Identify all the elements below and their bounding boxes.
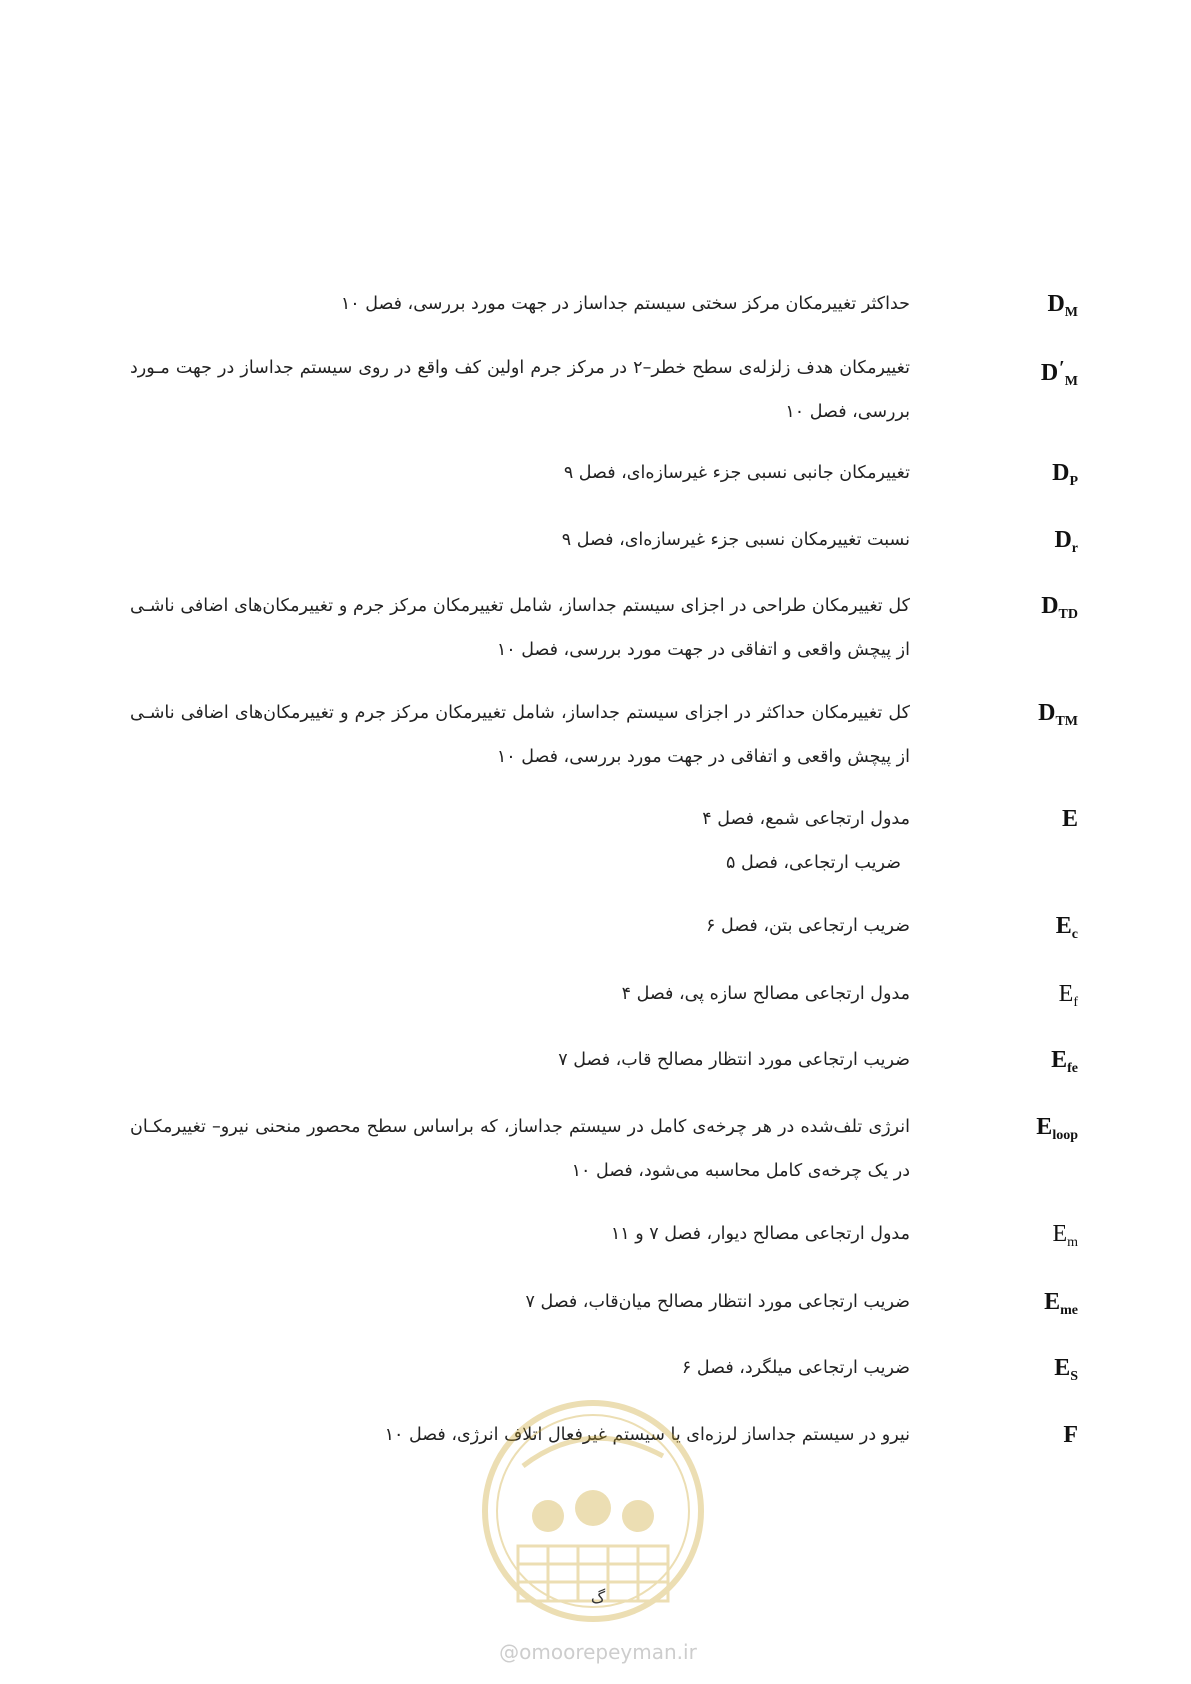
symbol: $D_P$ [1052, 460, 1078, 489]
symbol: $E_c$ [1055, 913, 1078, 942]
symbol-subscript: m [1067, 1235, 1078, 1250]
symbol-description: نیرو در سیستم جداساز لرزه‌ای یا سیستم غیرفعال اتلاف انرژی، فصل ۱۰ [384, 1425, 910, 1445]
symbol: $D'_M$ [1040, 357, 1078, 389]
symbol-subscript: TM [1055, 714, 1078, 729]
symbol-subscript: r [1071, 541, 1078, 556]
symbol-description: ضریب ارتجاعی مورد انتظار مصالح قاب، فصل ۷ [558, 1050, 910, 1070]
watermark-site-text: @omoorepeyman.ir [499, 1640, 697, 1664]
symbol-subscript: f [1073, 995, 1078, 1010]
symbol-description-alt: ضریب ارتجاعی، فصل ۵ [726, 853, 901, 873]
symbol: $E_{fe}$ [1051, 1047, 1078, 1076]
symbol-description: ضریب ارتجاعی بتن، فصل ۶ [706, 916, 910, 936]
symbol-description: تغییرمکان جانبی نسبی جزء غیرسازه‌ای، فصل ۹ [563, 463, 910, 483]
symbol-subscript: P [1069, 474, 1078, 489]
symbol-subscript: c [1071, 927, 1078, 942]
symbol-description: مدول ارتجاعی مصالح دیوار، فصل ۷ و ۱۱ [610, 1224, 910, 1244]
symbol-description: مدول ارتجاعی شمع، فصل ۴ [702, 809, 910, 829]
symbol: $E_{me}$ [1044, 1289, 1078, 1318]
symbol-subscript: M [1064, 374, 1078, 389]
symbol: $D_{TD}$ [1041, 593, 1078, 622]
symbol-description: تغییرمکان هدف زلزله‌ی سطح خطر–۲ در مرکز جرم اولین کف واقع در روی سیستم جداساز در جهت مـورد بررسی، فصل ۱۰ [130, 358, 910, 422]
symbol-subscript: M [1064, 305, 1078, 320]
symbol: $E_m$ [1052, 1221, 1078, 1250]
symbol-description: ضریب ارتجاعی مورد انتظار مصالح میان‌قاب، فصل ۷ [525, 1292, 910, 1312]
symbol-description: نسبت تغییرمکان نسبی جزء غیرسازه‌ای، فصل ۹ [561, 530, 910, 550]
symbol-subscript: TD [1058, 607, 1078, 622]
symbol: $D_r$ [1054, 527, 1078, 556]
symbol-description: مدول ارتجاعی مصالح سازه پی، فصل ۴ [621, 984, 910, 1004]
symbol-description: حداکثر تغییرمکان مرکز سختی سیستم جداساز در جهت مورد بررسی، فصل ۱۰ [340, 294, 910, 314]
symbol-subscript: me [1060, 1303, 1078, 1318]
symbol-subscript: S [1070, 1369, 1078, 1384]
symbol-description: کل تغییرمکان حداکثر در اجزای سیستم جداساز، شامل تغییرمکان مرکز جرم و تغییرمکان‌های اضافی ناشـی از پیچش واقعی و اتفاقی در جهت مورد بررسی، فصل ۱۰ [130, 703, 910, 767]
symbol: $E_S$ [1054, 1355, 1078, 1384]
symbol: E [1061, 806, 1078, 832]
symbol-subscript: fe [1067, 1061, 1078, 1076]
symbol: $D_{TM}$ [1038, 700, 1078, 729]
symbol: F [1063, 1422, 1078, 1448]
symbol-description: کل تغییرمکان طراحی در اجزای سیستم جداساز، شامل تغییرمکان مرکز جرم و تغییرمکان‌های اضافی ناشـی از پیچش واقعی و اتفاقی در جهت مورد بررسی، فصل ۱۰ [130, 596, 910, 660]
symbol-description: انرژی تلف‌شده در هر چرخه‌ی کامل در سیستم جداساز، که براساس سطح محصور منحنی نیرو– تغییرمکـان در یک چرخه‌ی کامل محاسبه می‌شود، فصل ۱۰ [130, 1117, 910, 1181]
symbol: $D_M$ [1047, 291, 1078, 320]
symbol-description: ضریب ارتجاعی میلگرد، فصل ۶ [681, 1358, 910, 1378]
page-number: گ [590, 1588, 606, 1607]
symbol: $E_f$ [1058, 981, 1078, 1010]
symbol-subscript: loop [1052, 1128, 1078, 1143]
symbol: $E_{loop}$ [1036, 1114, 1078, 1143]
